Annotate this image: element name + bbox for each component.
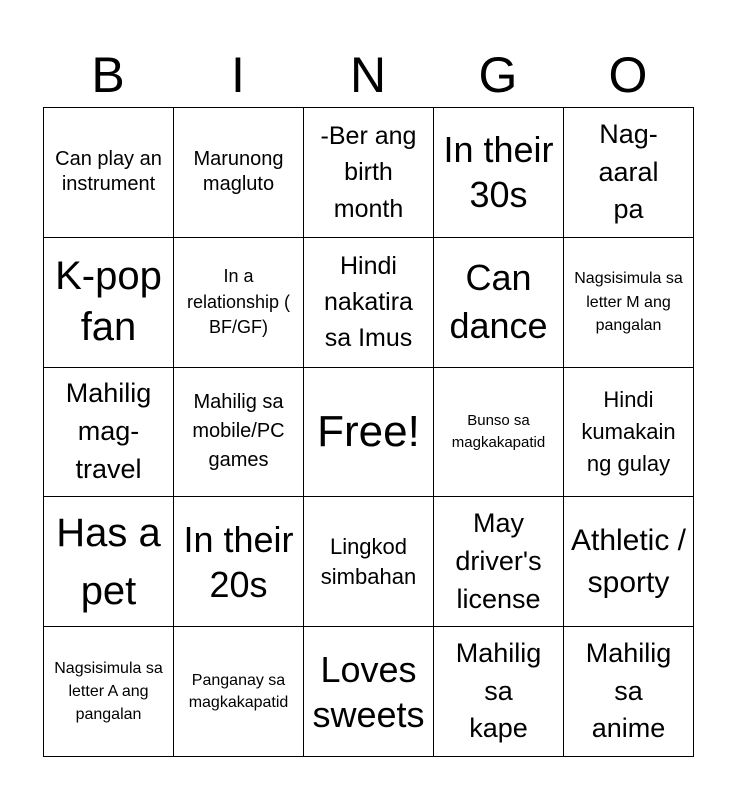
cell-text: Free!: [317, 407, 420, 457]
cell-text: K-pop fan: [55, 254, 162, 350]
cell-text: Mahilig sa anime: [585, 637, 672, 744]
header-letter-g: G: [478, 47, 518, 103]
bingo-cell-r4c1[interactable]: [44, 497, 174, 627]
cell-text: Lingkod simbahan: [320, 534, 417, 589]
header-letter-o: O: [608, 47, 648, 103]
bingo-cell-r1c3[interactable]: [304, 108, 434, 238]
cell-text: Hindi kumakain ng gulay: [581, 387, 676, 476]
bingo-cell-r3c4[interactable]: [434, 368, 564, 498]
cell-text: -Ber ang birth month: [320, 122, 417, 223]
bingo-cell-r3c1[interactable]: [44, 368, 174, 498]
bingo-grid: [43, 107, 694, 757]
cell-text: Nagsisimula sa letter M ang pangalan: [574, 270, 683, 334]
bingo-cell-r4c4[interactable]: [434, 497, 564, 627]
bingo-cell-r4c5[interactable]: [564, 497, 694, 627]
bingo-cell-r4c3[interactable]: [304, 497, 434, 627]
bingo-cell-r1c1[interactable]: [44, 108, 174, 238]
header-letter-i: I: [231, 47, 245, 103]
cell-text: May driver's license: [455, 508, 542, 614]
cell-text: Mahilig mag-travel: [65, 378, 152, 484]
cell-text: Bunso sa magkakapatid: [451, 412, 546, 451]
bingo-cell-r1c4[interactable]: [434, 108, 564, 238]
cell-text: Panganay sa magkakapatid: [188, 672, 289, 711]
header-letter-b: B: [91, 47, 125, 103]
bingo-cell-r3c5[interactable]: [564, 368, 694, 498]
cell-text: Hindi nakatira sa Imus: [324, 251, 413, 353]
cell-text: Can dance: [449, 256, 548, 347]
bingo-cell-r5c2[interactable]: [174, 627, 304, 757]
bingo-cell-r1c5[interactable]: [564, 108, 694, 238]
cell-text: Mahilig sa kape: [455, 637, 542, 744]
bingo-cell-r4c2[interactable]: [174, 497, 304, 627]
cell-text: Nagsisimula sa letter A ang pangalan: [54, 659, 163, 724]
bingo-cell-r2c3[interactable]: [304, 238, 434, 368]
cell-text: Can play an instrument: [55, 147, 162, 196]
bingo-cell-r2c1[interactable]: [44, 238, 174, 368]
bingo-cell-r3c3[interactable]: [304, 368, 434, 498]
bingo-header: [43, 42, 693, 108]
bingo-cell-r2c2[interactable]: [174, 238, 304, 368]
cell-text: Loves sweets: [312, 648, 425, 735]
cell-text: Marunong magluto: [193, 147, 284, 196]
cell-text: Has a pet: [56, 510, 161, 613]
bingo-cell-r5c1[interactable]: [44, 627, 174, 757]
bingo-cell-r1c2[interactable]: [174, 108, 304, 238]
cell-text: Nag-aaral pa: [598, 118, 659, 225]
cell-text: In their 30s: [443, 129, 554, 216]
cell-text: In a relationship ( BF/GF): [186, 266, 291, 337]
bingo-cell-r5c5[interactable]: [564, 627, 694, 757]
cell-text: Mahilig sa mobile/PC games: [192, 391, 285, 472]
bingo-cell-r5c4[interactable]: [434, 627, 564, 757]
bingo-cell-r5c3[interactable]: [304, 627, 434, 757]
bingo-cell-r2c5[interactable]: [564, 238, 694, 368]
bingo-cell-r2c4[interactable]: [434, 238, 564, 368]
header-letter-n: N: [349, 47, 387, 103]
bingo-cell-r3c2[interactable]: [174, 368, 304, 498]
cell-text: Athletic / sporty: [570, 523, 687, 599]
cell-text: In their 20s: [183, 518, 294, 605]
